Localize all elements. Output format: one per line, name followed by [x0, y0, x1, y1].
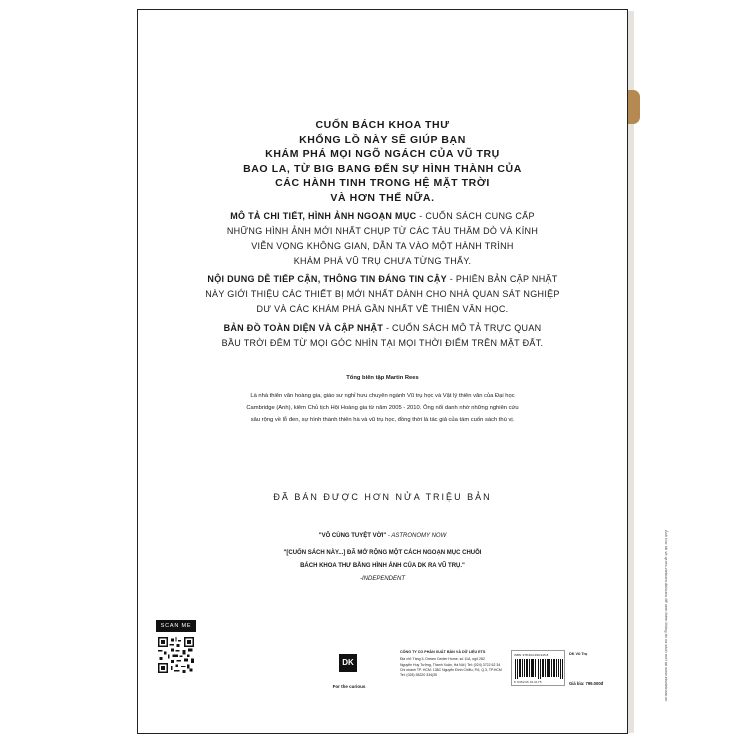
barcode-number: 8 935246 914175: [514, 680, 542, 684]
isbn-text: ISBN: 978-604-393-915-8: [514, 653, 549, 657]
quote-text: "[CUỐN SÁCH NÀY...] ĐÃ MỞ RỘNG MỘT CÁCH NGOẠN MỤC CHUỖI: [283, 550, 482, 556]
quote-text: BÁCH KHOA THƯ BẰNG HÌNH ẢNH CỦA DK RA VŨ TRỤ.": [300, 563, 465, 569]
intro-line: KHÁM PHÁ MỌI NGÕ NGÁCH CỦA VŨ TRỤ: [265, 148, 500, 161]
quote-text: "VÔ CÙNG TUYỆT VỜI": [318, 533, 387, 539]
barcode-icon: [515, 659, 563, 679]
publisher-line: Địa chỉ: Tầng 3, Dream Center Home, số 11A, ngõ 282: [400, 657, 485, 662]
feature-line: - CUỐN SÁCH CUNG CẤP: [416, 211, 535, 221]
feature-heading: MÔ TẢ CHI TIẾT, HÌNH ẢNH NGOẠN MỤC: [230, 211, 417, 221]
book-back-cover: [137, 9, 669, 734]
review-quotes: [138, 530, 627, 586]
feature-line: BẦU TRỜI ĐÊM TỪ MỌI GÓC NHÌN TẠI MỌI THỜI ĐIỂM TRÊN MẶT ĐẤT.: [221, 338, 544, 348]
feature-heading: BẢN ĐỒ TOÀN DIỆN VÀ CẬP NHẬT: [223, 323, 384, 333]
dk-logo: DK: [339, 654, 357, 672]
scan-me-label: SCAN ME: [156, 620, 196, 632]
spine-edge: [626, 90, 640, 124]
feature-line: KHÁM PHÁ VŨ TRỤ CHƯA TỪNG THẤY.: [293, 256, 472, 266]
feature-line: VIỄN VỌNG KHÔNG GIAN, DẪN TA VÀO MỘT HÀNH TRÌNH: [251, 241, 514, 251]
feature-heading: NỘI DUNG DỄ TIẾP CẬN, THÔNG TIN ĐÁNG TIN CẬY: [207, 274, 447, 284]
feature-paragraph: [138, 209, 627, 269]
price-label: Giá bìa: 799.000đ: [569, 681, 604, 686]
intro-line: KHỔNG LỒ NÀY SẼ GIÚP BẠN: [299, 133, 466, 146]
feature-line: - PHIÊN BẢN CẬP NHẬT: [446, 274, 558, 284]
publisher-line: Chi nhánh TP. HCM: 138C Nguyễn Đình Chiểu, P.6, Q.3, TP.HCM: [400, 667, 502, 672]
sales-claim: ĐÃ BÁN ĐƯỢC HƠN NỬA TRIỆU BẢN: [273, 492, 492, 502]
feature-line: NÀY GIỚI THIỆU CÁC THIẾT BỊ MỚI NHẤT DÀNH CHO NHÀ QUAN SÁT NGHIỆP: [205, 289, 560, 299]
intro-line: VÀ HƠN THẾ NỮA.: [330, 191, 435, 204]
feature-line: - CUỐN SÁCH MÔ TẢ TRỰC QUAN: [383, 323, 542, 333]
dk-tagline: For the curious: [332, 684, 366, 689]
barcode: [511, 650, 565, 686]
editor-title: Tổng biên tập Martin Rees: [346, 375, 419, 381]
publisher-line: Nguyễn Huy Tưởng, Thanh Xuân, Hà Nội | Tel: (024) 3722 62 34: [400, 662, 501, 667]
intro-line: CÁC HÀNH TINH TRONG HỆ MẶT TRỜI: [275, 177, 490, 190]
feature-paragraph: [138, 321, 627, 351]
feature-paragraph: [138, 272, 627, 317]
intro-text: [138, 118, 627, 206]
genre-label: DK Vũ Trụ: [569, 652, 588, 656]
publisher-info: [400, 650, 502, 678]
quote-source: -INDEPENDENT: [359, 576, 405, 582]
intro-line: CUỐN BÁCH KHOA THƯ: [315, 119, 450, 131]
feature-line: NHỮNG HÌNH ẢNH MỚI NHẤT CHỤP TỪ CÁC TÀU THĂM DÒ VÀ KÍNH: [226, 226, 539, 236]
bio-line: Cambridge (Anh), kiêm Chủ tịch Hội Hoàng gia từ năm 2005 - 2010. Ông nổi danh nhờ những nghiên cứu: [246, 404, 519, 411]
bio-line: sâu rộng về lỗ đen, sự hình thành thiên hà và vũ trụ học, đồng thời là tác giả của tám cuốn sách thú vị.: [250, 416, 515, 423]
quote-source: - ASTRONOMY NOW: [386, 533, 447, 539]
bio-line: Là nhà thiên văn hoàng gia, giáo sư nghỉ hưu chuyên ngành Vũ trụ học và Vật lý thiên văn của Đại học: [250, 393, 515, 399]
editor-bio: [138, 391, 627, 426]
publisher-line: Tel: (028) 38220 334|35: [400, 673, 437, 678]
publisher-name: CÔNG TY CỔ PHẦN XUẤT BẢN VÀ DỮ LIỆU ETS: [400, 650, 486, 654]
intro-line: BAO LA, TỪ BIG BANG ĐẾN SỰ HÌNH THÀNH CỦA: [243, 162, 522, 175]
vertical-note: Ảnh bìa: tải về qr.ets-vietnam.dk/vutru để xem thêm thông tin và sách mới tại www.etsvietnam.vn: [664, 530, 669, 702]
feature-line: DƯ VÀ CÁC KHÁM PHÁ GẦN NHẤT VỀ THIÊN VĂN HỌC.: [256, 304, 509, 314]
qr-code-icon[interactable]: [158, 637, 194, 673]
